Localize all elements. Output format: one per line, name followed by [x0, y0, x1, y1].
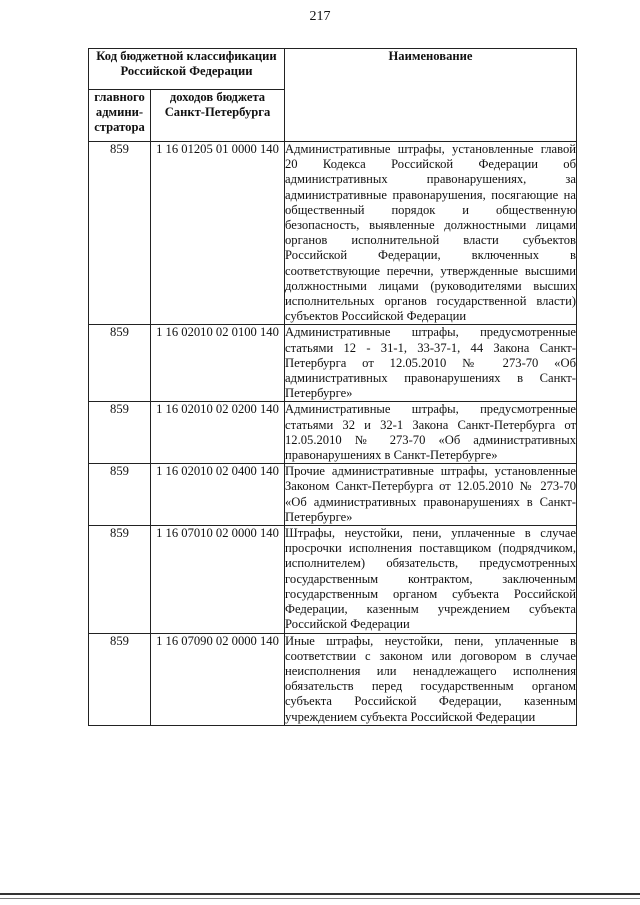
cell-admin: 859 — [89, 633, 151, 725]
cell-name: Административные штрафы, предусмотренные статьями 32 и 32-1 Закона Санкт-Петербурга от 12.05.2010 № 273-70 «Об административных правонарушениях в Санкт-Петербурге» — [285, 402, 576, 463]
header-admin: главного админи-стратора — [89, 90, 151, 142]
budget-classification-table — [88, 48, 577, 726]
cell-code: 1 16 07010 02 0000 140 — [151, 526, 285, 633]
cell-admin: 859 — [89, 142, 151, 325]
table-row — [89, 325, 577, 402]
cell-code: 1 16 07090 02 0000 140 — [151, 633, 285, 725]
table-row — [89, 142, 577, 325]
cell-admin: 859 — [89, 526, 151, 633]
cell-name: Административные штрафы, предусмотренные статьями 12 - 31-1, 33-37-1, 44 Закона Санкт-Петербурга от 12.05.2010 № 273-70 «Об административных правонарушениях в Санкт-Петербурге» — [285, 325, 576, 401]
cell-name: Иные штрафы, неустойки, пени, уплаченные в соответствии с законом или договором в случае неисполнения или ненадлежащего исполнения обязательств перед государственным органом субъекта Российской Федерации, казенным учреждением субъекта Российской Федерации — [285, 633, 576, 724]
cell-name: Штрафы, неустойки, пени, уплаченные в случае просрочки исполнения поставщиком (подрядчиком, исполнителем) обязательств, предусмотренных государственным контрактом, заключенным государственным органом субъекта Российской Федерации, казенным учреждением субъекта Российской Федерации — [285, 526, 576, 632]
page-number: 217 — [309, 9, 331, 24]
cell-code: 1 16 02010 02 0200 140 — [151, 402, 285, 464]
table-row — [89, 464, 577, 526]
header-revenue: доходов бюджета Санкт-Петербурга — [151, 90, 285, 142]
cell-code: 1 16 02010 02 0400 140 — [151, 464, 285, 526]
header-name: Наименование — [285, 49, 577, 142]
cell-name: Прочие административные штрафы, установленные Законом Санкт-Петербурга от 12.05.2010 № 273-70 «Об административных правонарушениях в Санкт-Петербурге» — [285, 464, 576, 524]
cell-name: Административные штрафы, установленные главой 20 Кодекса Российской Федерации об административных правонарушениях, за административные правонарушения, посягающие на общественный порядок и общественную безопасность, выявленные должностными лицами органов исполнительной власти субъектов Российской Федерации, включенных в соответствующие перечни, утвержденные высшими должностными лицами (руководителями высших исполнительных органов государственной власти) субъектов Российской Федерации — [285, 142, 576, 324]
cell-code: 1 16 02010 02 0100 140 — [151, 325, 285, 402]
table-row — [89, 402, 577, 464]
cell-admin: 859 — [89, 325, 151, 402]
bottom-rule-secondary — [0, 898, 640, 899]
cell-code: 1 16 01205 01 0000 140 — [151, 142, 285, 325]
table-header-row — [89, 49, 577, 90]
header-classification: Код бюджетной классификации Российской Федерации — [89, 49, 285, 90]
cell-admin: 859 — [89, 402, 151, 464]
bottom-rule — [0, 893, 640, 895]
cell-admin: 859 — [89, 464, 151, 526]
table-row — [89, 633, 577, 725]
table-row — [89, 526, 577, 633]
